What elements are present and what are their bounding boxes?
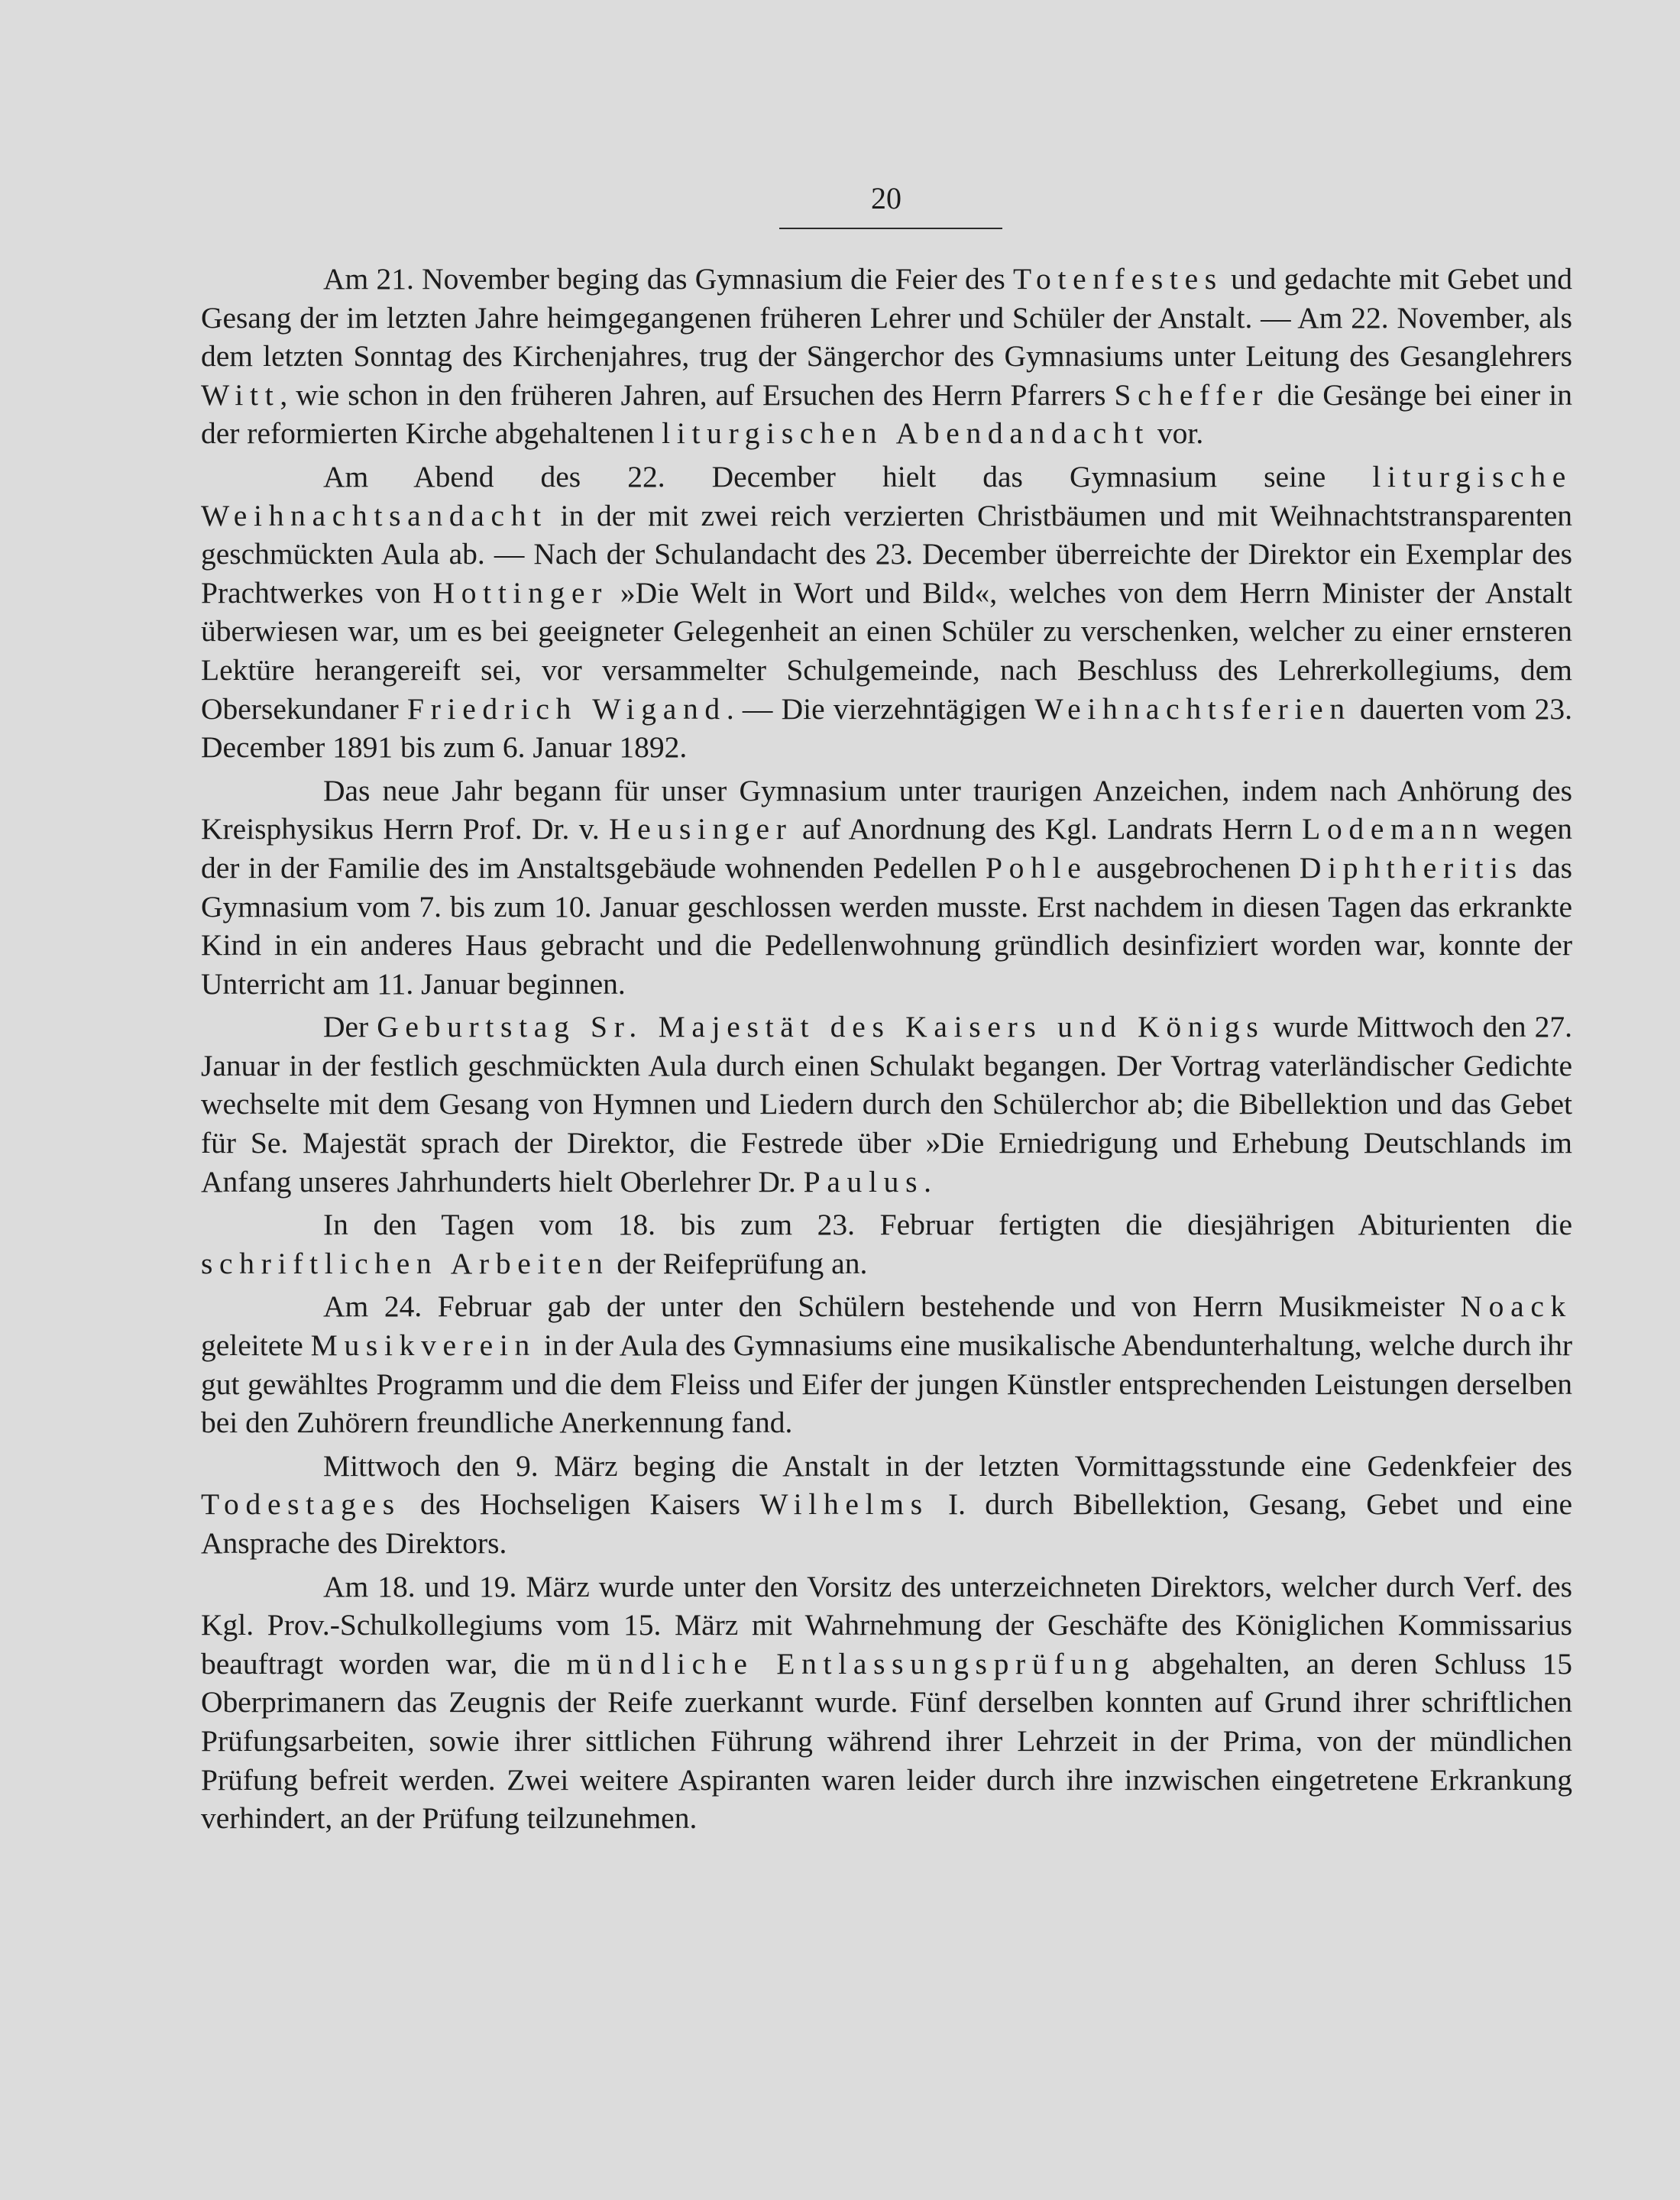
paragraph-text: . — Die vierzehntägigen [726,691,1035,726]
spaced-emphasis-text: schriftlichen Arbeiten [201,1246,610,1280]
paragraph [201,260,1572,453]
paragraph-text: dauerten vom 23. December 1891 bis zum 6. Januar 1892. [201,691,1572,765]
page-number: 20 [871,181,902,215]
paragraph-text: Am 18. und 19. März wurde unter den Vorsitz des unterzeichneten Direktors, welcher durch Verf. des Kgl. Prov.-Schulkollegiums vom 15. März mit Wahrnehmung der Geschäfte des Königlichen Kommissarius beauftragt worden war, die [201,1569,1572,1681]
paragraph-text: , wie schon in den früheren Jahren, auf Ersuchen des Herrn Pfarrers [280,377,1115,412]
spaced-emphasis-text: Geburtstag Sr. Majestät des Kaisers und Königs [377,1010,1265,1044]
body-text [201,260,1572,1842]
paragraph-text: In den Tagen vom 18. bis zum 23. Februar fertigten die diesjährigen Abiturienten die [323,1208,1572,1242]
paragraph-text: die Gesänge bei einer in der reformierten Kirche abgehaltenen [201,377,1572,451]
spaced-emphasis-text: Wilhelms [759,1487,929,1522]
paragraph-text: auf Anordnung des Kgl. Landrats Herrn [792,812,1303,846]
header-rule [779,228,1002,229]
paragraph-text: in der mit zwei reich verzierten Christbäumen und mit Weihnachtstransparenten geschmückten Aula ab. — Nach der Schulandacht des 23. December überreichte der Direktor ein Exemplar des Prachtwerkes von [201,498,1572,610]
paragraph [201,1447,1572,1563]
spaced-emphasis-text: Hottinger [432,575,609,610]
spaced-emphasis-text: Weihnachtsferien [1034,691,1351,726]
paragraph [201,772,1572,1004]
paragraph [201,1205,1572,1283]
paragraph-text: abgehalten, an deren Schluss 15 Oberprimanern das Zeugnis der Reife zuerkannt wurde. Fünf derselben konnten auf Grund ihrer schriftlichen Prüfungsarbeiten, sowie ihrer sittlichen Führung während ihrer Lehrzeit in der Prima, von der mündlichen Prüfung befreit werden. Zwei weitere Aspiranten waren leider durch ihre inzwischen eingetretene Erkrankung verhindert, an der Prüfung teilzunehmen. [201,1646,1572,1836]
paragraph-text: Mittwoch den 9. März beging die Anstalt in der letzten Vormittagsstunde eine Gedenkfeier des [323,1448,1572,1483]
paragraph-text: Am 24. Februar gab der unter den Schülern bestehende und von Herrn Musikmeister [323,1289,1461,1324]
paragraph [201,1008,1572,1201]
spaced-emphasis-text: Todestages [201,1487,401,1522]
spaced-emphasis-text: Scheffer [1114,377,1270,412]
paragraph-text: I. durch Bibellektion, Gesang, Gebet und eine Ansprache des Direktors. [201,1487,1573,1560]
paragraph-text: ausgebrochenen [1087,850,1300,885]
paragraph-text: das Gymnasium vom 7. bis zum 10. Januar geschlossen werden musste. Erst nachdem in diesen Tagen das erkrankte Kind in ein anderes Haus gebracht und die Pedellenwohnung gründlich desinfiziert worden war, konnte der Unterricht am 11. Januar beginnen. [201,850,1573,1001]
spaced-emphasis-text: Pohle [986,850,1088,885]
paragraph-text: wegen der in der Familie des im Anstaltsgebäude wohnenden Pedellen [201,812,1573,885]
paragraph-text: »Die Welt in Wort und Bild«, welches von dem Herrn Minister der Anstalt überwiesen war, um es bei geeigneter Gelegenheit an einen Schüler zu verschenken, welcher zu einer ernsteren Lektüre herangereift sei, vor versammelter Schulgemeinde, nach Beschluss des Lehrerkollegiums, dem Obersekundaner [201,575,1572,726]
paragraph-text: des Hochseligen Kaisers [400,1487,760,1522]
spaced-emphasis-text: Witt [201,377,280,412]
paragraph-text: vor. [1150,416,1204,451]
paragraph-text: in der Aula des Gymnasiums eine musikalische Abendunterhaltung, welche durch ihr gut gewähltes Programm und die dem Fleiss und Eifer der jungen Künstler entsprechenden Leistungen derselben bei den Zuhörern freundliche Anerkennung fand. [201,1328,1572,1440]
paragraph-text: . [924,1164,932,1199]
paragraph [201,1287,1572,1441]
paragraph [201,1568,1572,1838]
paragraph-text: Der [323,1010,377,1044]
spaced-emphasis-text: Musikverein [310,1328,536,1363]
paragraph-text: der Reifeprüfung an. [609,1246,868,1280]
spaced-emphasis-text: Lodemann [1302,812,1484,846]
spaced-emphasis-text: Friedrich Wigand [407,691,727,726]
spaced-emphasis-text: Heusinger [609,812,793,846]
spaced-emphasis-text: Diphtheritis [1299,850,1523,885]
paragraph-text: Am 21. November beging das Gymnasium die Feier des [323,262,1013,296]
spaced-emphasis-text: Totenfestes [1012,262,1223,296]
spaced-emphasis-text: mündliche Entlassungsprüfung [566,1646,1136,1681]
paragraph-text: geleitete [201,1328,311,1363]
paragraph-text: wurde Mittwoch den 27. Januar in der festlich geschmückten Aula durch einen Schulakt begangen. Der Vortrag vaterländischer Gedichte wechselte mit dem Gesang von Hymnen und Liedern durch den Schülerchor ab; die Bibellektion und das Gebet für Se. Majestät sprach der Direktor, die Festrede über »Die Erniedrigung und Erhebung Deutschlands im Anfang unseres Jahrhunderts hielt Oberlehrer Dr. [201,1010,1572,1199]
spaced-emphasis-text: liturgische Weihnachtsandacht [201,459,1572,532]
spaced-emphasis-text: Noack [1460,1289,1572,1324]
spaced-emphasis-text: liturgischen Abendandacht [662,416,1151,451]
paragraph-text: Am Abend des 22. December hielt das Gymnasium seine [323,459,1373,493]
spaced-emphasis-text: Paulus [803,1164,924,1199]
paragraph-text: und gedachte mit Gebet und Gesang der im letzten Jahre heimgegangenen früheren Lehrer und Schüler der Anstalt. — Am 22. November, als dem letzten Sonntag des Kirchenjahres, trug der Sängerchor des Gymnasiums unter Leitung des Gesanglehrers [201,262,1572,374]
paragraph-text: Das neue Jahr begann für unser Gymnasium unter traurigen Anzeichen, indem nach Anhörung des Kreisphysikus Herrn Prof. Dr. v. [201,773,1572,846]
paragraph [201,458,1572,767]
